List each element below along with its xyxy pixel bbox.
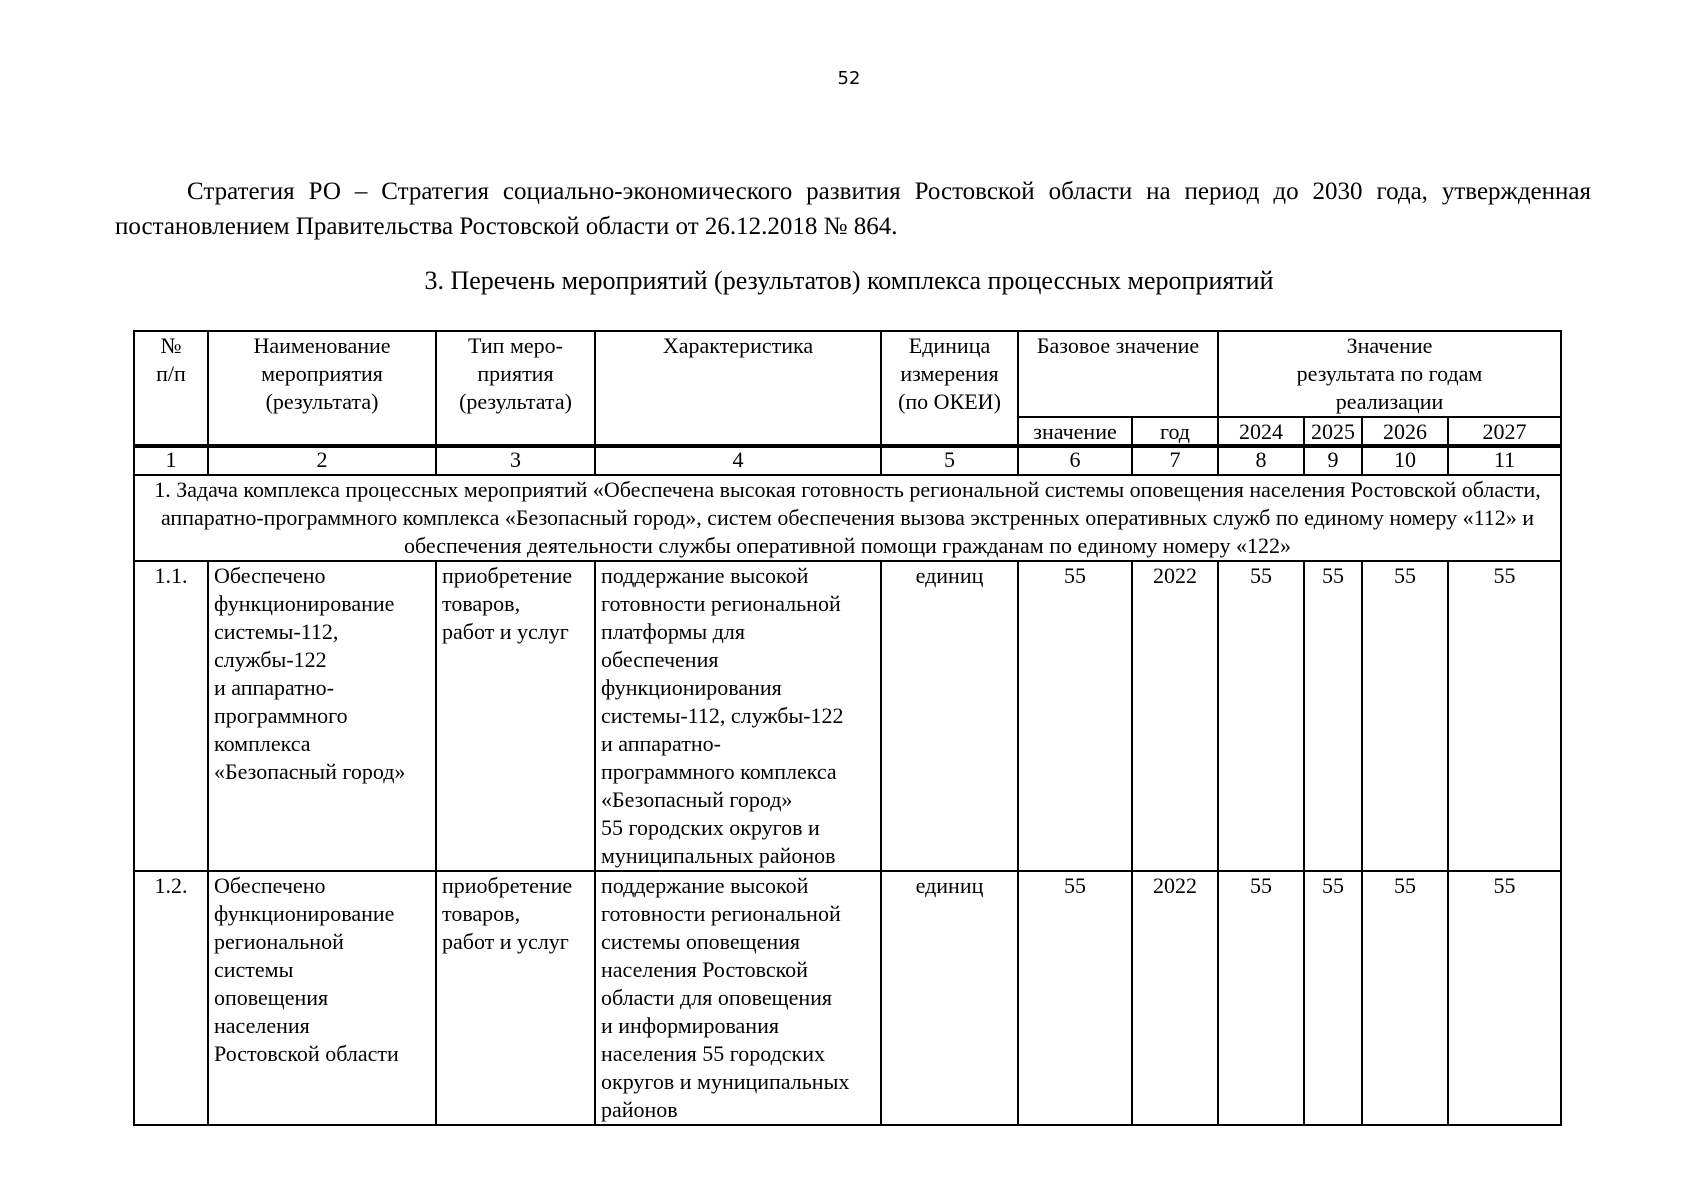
column-number: 9 [1304, 445, 1362, 475]
row-num: 1.1. [134, 561, 208, 871]
column-number: 4 [595, 445, 881, 475]
column-number: 10 [1362, 445, 1448, 475]
task-description: 1. Задача комплекса процессных мероприятий «Обеспечена высокая готовность региональной системы оповещения населения Ростовской области, аппаратно-программного комплекса «Безопасный город», систем обеспечения вызова экстренных оперативных служб по единому номеру «112» и обеспечения деятельности службы оперативной помощи гражданам по единому номеру «122» [134, 475, 1561, 561]
row-type: приобретение товаров, работ и услуг [436, 871, 595, 1125]
row-base-year: 2022 [1132, 561, 1218, 871]
row-value-2024: 55 [1218, 561, 1304, 871]
row-unit: единиц [881, 871, 1018, 1125]
task-row [134, 475, 1561, 561]
header-year-2027: 2027 [1448, 417, 1561, 447]
row-base-value: 55 [1018, 871, 1132, 1125]
row-value-2027: 55 [1448, 871, 1561, 1125]
header-year-2025: 2025 [1304, 417, 1362, 447]
row-name: Обеспечено функционирование системы-112, службы-122 и аппаратно- программного комплекса «Безопасный город» [208, 561, 436, 871]
column-number: 11 [1448, 445, 1561, 475]
header-base-year: год [1132, 417, 1218, 447]
header-result: Значение результата по годам реализации [1218, 331, 1561, 417]
row-base-year: 2022 [1132, 871, 1218, 1125]
row-value-2025: 55 [1304, 561, 1362, 871]
header-characteristic: Характеристика [595, 331, 881, 447]
row-name: Обеспечено функционирование региональной системы оповещения населения Ростовской области [208, 871, 436, 1125]
page-number: 52 [837, 68, 861, 89]
table-header [133, 330, 1562, 448]
column-number: 5 [881, 445, 1018, 475]
header-type: Тип меро- приятия (результата) [436, 331, 595, 447]
column-number: 3 [436, 445, 595, 475]
header-unit: Единица измерения (по ОКЕИ) [881, 331, 1018, 447]
table-row [134, 561, 1561, 871]
section-title: 3. Перечень мероприятий (результатов) комплекса процессных мероприятий [424, 266, 1274, 295]
row-value-2027: 55 [1448, 561, 1561, 871]
row-value-2026: 55 [1362, 871, 1448, 1125]
table-body [133, 444, 1562, 1126]
column-number: 2 [208, 445, 436, 475]
column-number: 7 [1132, 445, 1218, 475]
row-base-value: 55 [1018, 561, 1132, 871]
header-base-value: значение [1018, 417, 1132, 447]
row-value-2026: 55 [1362, 561, 1448, 871]
column-number: 1 [134, 445, 208, 475]
column-number: 6 [1018, 445, 1132, 475]
header-year-2024: 2024 [1218, 417, 1304, 447]
header-name: Наименование мероприятия (результата) [208, 331, 436, 447]
row-unit: единиц [881, 561, 1018, 871]
row-num: 1.2. [134, 871, 208, 1125]
header-base: Базовое значение [1018, 331, 1218, 417]
column-number: 8 [1218, 445, 1304, 475]
row-value-2024: 55 [1218, 871, 1304, 1125]
column-number-row [134, 445, 1561, 475]
header-year-2026: 2026 [1362, 417, 1448, 447]
row-characteristic: поддержание высокой готовности региональной платформы для обеспечения функционирования системы-112, службы-122 и аппаратно- программного комплекса «Безопасный город» 55 городских округов и муниципальных районов [595, 561, 881, 871]
table-row [134, 871, 1561, 1125]
header-num: № п/п [134, 331, 208, 447]
row-characteristic: поддержание высокой готовности региональной системы оповещения населения Ростовской области для оповещения и информирования населения 55 городских округов и муниципальных районов [595, 871, 881, 1125]
intro-paragraph: Стратегия РО – Стратегия социально-экономического развития Ростовской области на период до 2030 года, утвержденная постановлением Правительства Ростовской области от 26.12.2018 № 864. [115, 178, 1591, 240]
row-type: приобретение товаров, работ и услуг [436, 561, 595, 871]
row-value-2025: 55 [1304, 871, 1362, 1125]
